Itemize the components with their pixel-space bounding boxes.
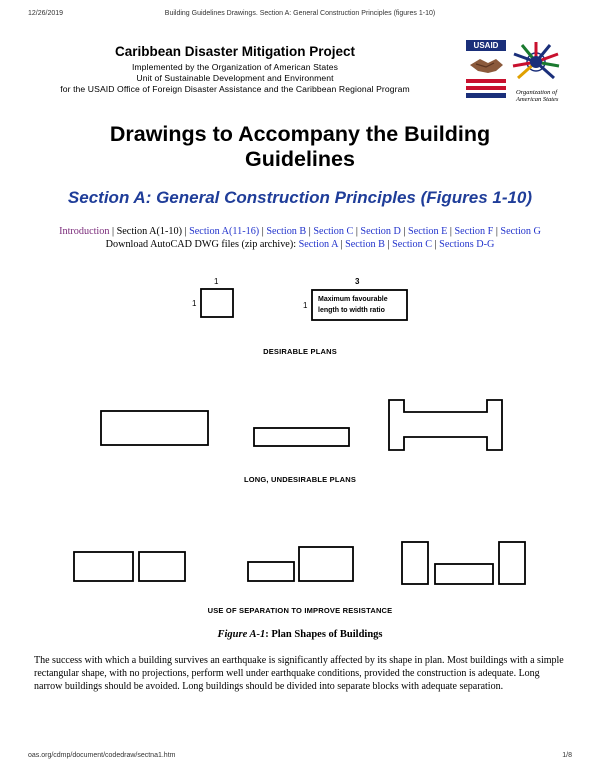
- nav-link-section-e[interactable]: Section E: [408, 226, 448, 237]
- separated-plan-1b: [139, 552, 185, 581]
- separated-plan-3c: [499, 542, 525, 584]
- download-prefix: Download AutoCAD DWG files (zip archive):: [105, 239, 297, 250]
- caption-text: : Plan Shapes of Buildings: [265, 629, 383, 640]
- page-title: Drawings to Accompany the Building Guidelines: [109, 122, 491, 171]
- ratio-box-text-2: length to width ratio: [318, 307, 385, 314]
- oas-logo-text: Organization of American States: [516, 89, 559, 103]
- print-footer-page: 1/8: [562, 752, 572, 759]
- section-title: Section A: General Construction Principles (Figures 1-10): [67, 188, 533, 207]
- label-long-plans: LONG, UNDESIRABLE PLANS: [243, 475, 357, 484]
- nav-link-section-a-11-16[interactable]: Section A(11-16): [189, 226, 260, 237]
- ratio-plan-shape: [312, 290, 407, 320]
- section-nav: Introduction | Section A(1-10) | Section A(11-16) | Section B | Section C | Section D | Section E | Section F | Section G: [59, 226, 541, 237]
- caption-id: Figure A-1: [217, 629, 266, 640]
- oas-flags-emblem-icon: [510, 40, 562, 84]
- nav-link-section-b[interactable]: Section B: [266, 226, 307, 237]
- nav-link-section-f[interactable]: Section F: [454, 226, 494, 237]
- long-plan-shape-2: [254, 428, 349, 446]
- download-link-section-b[interactable]: Section B: [345, 239, 385, 250]
- dim-label-1-side: 1: [192, 299, 197, 308]
- nav-link-section-c[interactable]: Section C: [313, 226, 354, 237]
- nav-current-section: Section A(1-10): [116, 226, 182, 237]
- nav-link-introduction[interactable]: Introduction: [59, 226, 110, 237]
- handshake-icon: [466, 51, 506, 98]
- project-line-3: for the USAID Office of Foreign Disaster Assistance and the Caribbean Regional Program: [60, 84, 410, 94]
- separated-plan-2a: [248, 562, 294, 581]
- long-plan-shape-1: [101, 411, 208, 445]
- nav-link-section-d[interactable]: Section D: [360, 226, 401, 237]
- oas-logo: [510, 40, 568, 103]
- download-link-section-c[interactable]: Section C: [392, 239, 433, 250]
- body-paragraph: The success with which a building survives an earthquake is significantly affected by its shape in plan. Most buildings with a simple rectangular shape, with no projections, perform well under earthquake conditions, provided the construction is adequate. Long narrow buildings should be avoided. Long buildings should be divided into separate blocks with adequate separation.: [34, 655, 564, 692]
- project-title: Caribbean Disaster Mitigation Project: [114, 44, 356, 59]
- ratio-box-text-1: Maximum favourable: [318, 296, 388, 303]
- usaid-logo: [466, 40, 506, 98]
- usaid-logo-text: USAID: [466, 40, 506, 51]
- label-desirable-plans: DESIRABLE PLANS: [263, 347, 337, 356]
- nav-link-section-g[interactable]: Section G: [500, 226, 541, 237]
- dim-label-1-top: 1: [214, 277, 219, 286]
- square-plan-shape: [201, 289, 233, 317]
- print-page-title: Building Guidelines Drawings. Section A: General Construction Principles (figures 1-10): [164, 10, 436, 17]
- download-link-section-a[interactable]: Section A: [298, 239, 338, 250]
- label-separation: USE OF SEPARATION TO IMPROVE RESISTANCE: [207, 606, 393, 615]
- download-line: Download AutoCAD DWG files (zip archive): Section A | Section B | Section C | Sections D-G: [105, 239, 495, 250]
- figure-caption: [0, 629, 600, 640]
- print-footer-url: oas.org/cdmp/document/codedraw/sectna1.htm: [28, 752, 176, 759]
- figure-plan-shapes: [0, 270, 600, 620]
- separated-plan-1a: [74, 552, 133, 581]
- separated-plan-3a: [402, 542, 428, 584]
- download-link-sections-d-g[interactable]: Sections D-G: [439, 239, 495, 250]
- project-line-1: Implemented by the Organization of American States: [131, 62, 339, 72]
- project-line-2: Unit of Sustainable Development and Environment: [136, 73, 334, 83]
- dim-label-3-top: 3: [355, 277, 360, 286]
- i-shaped-plan: [389, 400, 502, 450]
- print-date: 12/26/2019: [28, 10, 64, 17]
- separated-plan-3b: [435, 564, 493, 584]
- separated-plan-2b: [299, 547, 353, 581]
- dim-label-3-side: 1: [303, 301, 308, 310]
